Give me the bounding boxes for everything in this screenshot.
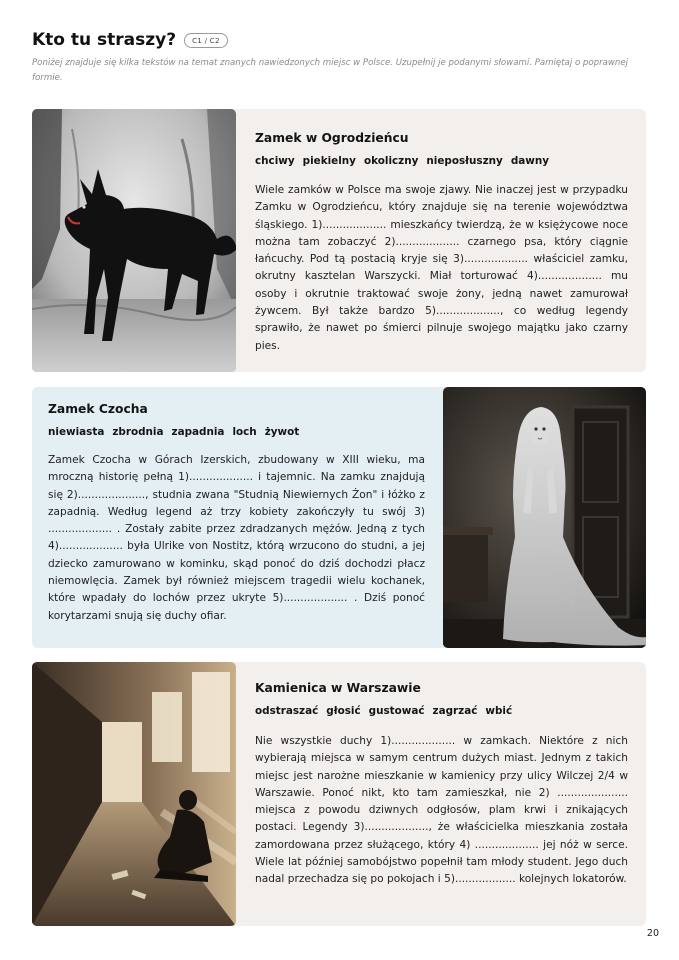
level-badge: C1 / C2: [184, 33, 228, 48]
word-bank-item: niewiasta: [48, 426, 105, 438]
word-bank-item: żywot: [264, 426, 300, 438]
corridor-image: [32, 662, 236, 926]
word-bank-item: głosić: [326, 705, 361, 717]
word-bank-item: zbrodnia: [112, 426, 164, 438]
word-bank-item: dawny: [510, 155, 550, 167]
white-lady-image: [443, 387, 646, 648]
white-lady-photo: [443, 387, 646, 648]
section-paragraph: Zamek Czocha w Górach Izerskich, zbudowany w XIII wieku, ma mroczną historię pełną 1)................... i tajemnic. Na zamku znajdują się 2)...................., studnia zwana "Studnią Niewiernych Żon" i łóżko z zapadnią. Według legend aż trzy kobiety zakończyły tu swój 3) ................... . Zostały zabite przez zdradzanych mężów. Jedną z tych 4)................... była Ulrike von Nostitz, którą wrzucono do studni, a jej dziecko zamurowano w kominku, skąd ponoć do dziś dochodzi płacz niemowlęcia. Zamek był również miejscem tragedii wielu kochanek, które wpadały do lochów przez ukryte 5)................... . Dziś ponoć korytarzami snują się duchy ofiar.: [48, 454, 425, 622]
word-bank-item: zagrzać: [432, 705, 478, 717]
word-bank: [255, 705, 628, 717]
word-bank-item: okoliczny: [363, 155, 419, 167]
word-bank-item: nieposłuszny: [426, 155, 503, 167]
section-paragraph: Wiele zamków w Polsce ma swoje zjawy. Nie inaczej jest w przypadku Zamku w Ogrodzieńcu, który znajduje się na terenie województwa śląskiego. 1)................... mieszkańcy twierdzą, że w księżycowe noce można tam zobaczyć 2)................... czarnego psa, który ciągnie łańcuchy. Pod tą postacią kryje się 3)................... właściciel zamku, okrutny kasztelan Warszycki. Miał torturować 4)................... mu osoby i okrutnie traktować swoje żony, jedną nawet zamurował żywcem. Był także bardzo 5)..................., co według legendy sprawiło, że nawet po śmierci pilnuje swojego majątku jako czarny pies.: [255, 184, 628, 352]
word-bank-item: zapadnia: [171, 426, 225, 438]
title-text: Kto tu straszy?: [32, 30, 177, 50]
section-ogrodzieniec: [32, 109, 646, 372]
word-bank-item: chciwy: [255, 155, 295, 167]
section-heading: Zamek w Ogrodzieńcu: [255, 131, 409, 145]
word-bank: [48, 426, 425, 438]
page-title: [32, 30, 228, 50]
word-bank-item: loch: [232, 426, 257, 438]
section-czocha: [32, 387, 646, 648]
section-heading: Zamek Czocha: [48, 402, 148, 416]
page-number: 20: [646, 928, 659, 939]
ogrodzieniec-text: [255, 131, 628, 355]
corridor-photo: [32, 662, 236, 926]
kamienica-text: [255, 681, 628, 889]
instructions: Poniżej znajduje się kilka tekstów na temat znanych nawiedzonych miejsc w Polsce. Uzupełnij je podanymi słowami. Pamiętaj o poprawnej formie.: [32, 58, 629, 83]
word-bank-item: wbić: [485, 705, 513, 717]
section-heading: Kamienica w Warszawie: [255, 681, 421, 695]
word-bank-item: odstraszać: [255, 705, 319, 717]
black-dog-photo: [32, 109, 236, 372]
word-bank-item: gustować: [368, 705, 425, 717]
section-kamienica: [32, 662, 646, 926]
czocha-text: [48, 402, 425, 625]
section-paragraph: Nie wszystkie duchy 1)................... w zamkach. Niektóre z nich wybierają miejsca w samym centrum dużych miast. Jednym z takich miejsc jest narożne mieszkanie w kamienicy przy ulicy Wilczej 2/4 w Warszawie. Ponoć nikt, kto tam zamieszkał, nie 2) ..................... miejsca z powodu dziwnych odgłosów, plam krwi i znikających postaci. Legendy 3)..................., że właścicielka mieszkania została zamordowana przez służącego, który 4) ................... jej nóż w serce. Wiele lat później samobójstwo popełnił tam młody student. Jego duch nadal przechadza się po pokojach i 5).................. kolejnych lokatorów.: [255, 735, 628, 886]
black-dog-image: [32, 109, 236, 372]
word-bank-item: piekielny: [302, 155, 356, 167]
word-bank: [255, 155, 628, 167]
